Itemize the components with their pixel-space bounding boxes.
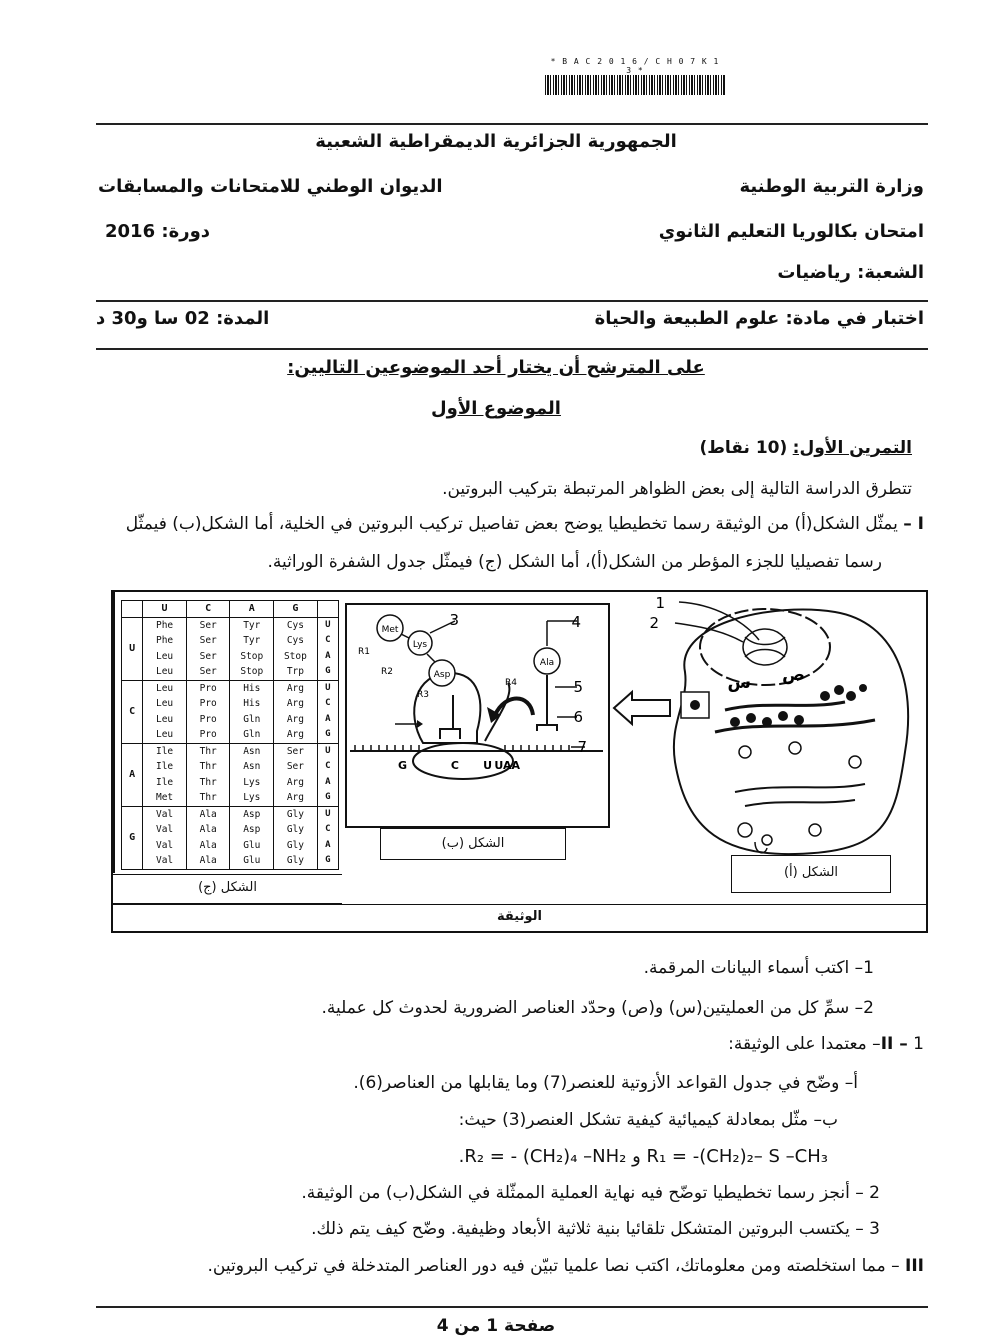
document-label: الوثيقة [113, 904, 926, 931]
amino-acid: Leu [155, 666, 174, 677]
footer-rule [96, 1306, 928, 1308]
codon-cell [230, 806, 274, 869]
amino-acid: Gln [243, 729, 261, 740]
part2-marker: II – [880, 1034, 908, 1054]
amino-acid: Ser [199, 619, 217, 631]
label-r4: R4 [505, 678, 517, 688]
codon-cell [274, 806, 318, 869]
number-3: 3 [449, 611, 459, 629]
amino-acid: Gly [286, 808, 304, 820]
amino-acid: Lys [243, 792, 261, 803]
amino-acid: Trp [286, 666, 304, 677]
third-base [317, 806, 338, 869]
pointer-2 [675, 623, 743, 642]
number-7: 7 [577, 738, 587, 756]
formula: R₁ = -(CH₂)₂– S –CH₃ و R₂ = - (CH₂)₄ –NH₂. [458, 1146, 828, 1167]
exam-office: الديوان الوطني للامتحانات والمسابقات [98, 176, 443, 197]
amino-acid: His [243, 698, 261, 709]
label-r1: R1 [358, 647, 370, 657]
amino-acid: Glu [243, 855, 261, 866]
amino-acid: Met [155, 792, 174, 803]
first-base: U [122, 617, 143, 680]
barcode [545, 57, 725, 95]
amino-acid: Glu [243, 839, 261, 851]
amino-acid: Pro [199, 698, 217, 709]
col-header: C [186, 601, 230, 618]
amino-acid: Arg [286, 776, 304, 788]
third-base-letter: G [325, 855, 331, 865]
amino-acid: Thr [199, 761, 217, 772]
third-base-letter: C [325, 761, 331, 771]
amino-acid: Stop [240, 666, 264, 677]
amino-acid: Arg [286, 792, 304, 803]
codon-cell [143, 680, 187, 743]
topic-title: الموضوع الأول [431, 398, 561, 419]
label-s: س [727, 673, 751, 693]
trna-6-anticodon [537, 725, 557, 731]
amino-acid: Asp [243, 824, 261, 835]
amino-acid: Gln [243, 713, 261, 725]
ministry: وزارة التربية الوطنية [739, 176, 924, 197]
dna-strands [745, 637, 785, 657]
amino-acid: Cys [286, 619, 304, 631]
part3-text: – مما استخلصته ومن معلوماتك، اكتب نصا علميا تبيّن فيه دور العناصر المتدخلة في تركيب البروتين. [207, 1256, 900, 1276]
amino-acid: Pro [199, 682, 217, 694]
amino-acid: Asn [243, 745, 261, 757]
corner-cell [122, 601, 143, 618]
third-base-letter: U [325, 745, 331, 756]
third-base-letter: C [325, 635, 331, 645]
exercise-intro: تتطرق الدراسة التالية إلى بعض الظواهر المرتبطة بتركيب البروتين. [442, 479, 912, 499]
caption-figure-a: الشكل (أ) [731, 855, 891, 893]
amino-acid: Tyr [243, 635, 261, 646]
part2-q2: 2 – أنجز رسما تخطيطيا توضّح فيه نهاية العملية الممثّلة في الشكل(ب) من الوثيقة. [301, 1183, 880, 1203]
part2-a: أ– وضّح في جدول القواعد الأزوتية للعنصر(7) وما يقابلها من العناصر(6). [353, 1073, 858, 1093]
amino-acid: Ile [155, 761, 174, 772]
codon-cell [274, 617, 318, 680]
amino-acid: Phe [155, 619, 174, 631]
third-base-letter: A [325, 839, 331, 850]
amino-acid: Gly [286, 839, 304, 851]
amino-acid: Stop [283, 650, 307, 662]
page-number: صفحة 1 من 4 [436, 1316, 556, 1336]
amino-acid: His [243, 682, 261, 694]
codon-cell [186, 743, 230, 806]
label-ala: Ala [539, 658, 555, 668]
amino-acid: Arg [286, 729, 304, 740]
codon-row [122, 680, 339, 743]
exam-name: امتحان بكالوريا التعليم الثانوي [658, 221, 924, 242]
number-4: 4 [571, 613, 581, 631]
dna-region [743, 629, 787, 665]
header-rule-2 [96, 348, 928, 350]
exercise-points: (10 نقاط) [699, 438, 788, 458]
first-base: C [122, 680, 143, 743]
amino-acid: Arg [286, 682, 304, 694]
amino-acid: Ser [286, 761, 304, 772]
amino-acid: Asn [243, 761, 261, 772]
third-base [317, 680, 338, 743]
part2-b: ب– مثّل بمعادلة كيميائية كيفية تشكل العنصر(3) حيث: [458, 1110, 838, 1130]
first-base: G [122, 806, 143, 869]
codon-cell [274, 680, 318, 743]
amino-acid: Ser [286, 745, 304, 757]
vesicles [738, 742, 861, 845]
part1-line2: رسما تفصيليا للجزء المؤطر من الشكل(أ)، أما الشكل (ج) فيمثّل جدول الشفرة الوراثية. [267, 552, 882, 572]
part1-line1 [64, 514, 924, 534]
third-base-letter: G [325, 729, 331, 739]
top-rule [96, 123, 928, 125]
amino-acid: Asp [243, 808, 261, 820]
amino-acid: Gly [286, 824, 304, 835]
first-base: A [122, 743, 143, 806]
amino-acid: Ser [199, 666, 217, 677]
subject: اختبار في مادة: علوم الطبيعة والحياة [594, 308, 924, 329]
part1-text: يمثّل الشكل(أ) من الوثيقة رسما تخطيطيا يوضح بعض تفاصيل تركيب البروتين في الخلية، أما الشكل(ب) فيمثّل [125, 514, 898, 534]
amino-acid: Thr [199, 792, 217, 803]
highlight-ribosome [690, 700, 700, 710]
third-base-letter: G [325, 666, 331, 676]
third-base-letter: A [325, 650, 331, 661]
third-base-letter: G [325, 792, 331, 802]
number-1: 1 [655, 594, 665, 612]
amino-acid: Tyr [243, 619, 261, 631]
amino-acid: Lys [243, 776, 261, 788]
exercise-heading [699, 438, 912, 458]
amino-acid: Thr [199, 776, 217, 788]
amino-acid: Thr [199, 745, 217, 757]
codon-cell [230, 617, 274, 680]
nuclear-envelope [700, 609, 830, 685]
amino-acid: Pro [199, 729, 217, 740]
part1-marker: I – [903, 514, 924, 534]
codon-cell [186, 617, 230, 680]
amino-acid: Arg [286, 698, 304, 709]
col-header: G [274, 601, 318, 618]
third-base [317, 617, 338, 680]
amino-acid: Leu [155, 682, 174, 694]
codon-row [122, 617, 339, 680]
part2-q1: 1– معتمدا على الوثيقة: [728, 1034, 924, 1054]
amino-acid: Ala [199, 824, 217, 835]
amino-acid: Ala [199, 855, 217, 866]
codon-cell [230, 743, 274, 806]
third-base-letter: C [325, 698, 331, 708]
amino-acid: Val [155, 824, 174, 835]
rough-er [725, 702, 845, 710]
amino-acid: Val [155, 855, 174, 866]
codon-table-panel [113, 592, 342, 873]
amino-acid: Val [155, 808, 174, 820]
label-g: G [397, 759, 407, 772]
col-header: A [230, 601, 274, 618]
part2-q1-line [728, 1034, 924, 1054]
codon-cell [143, 617, 187, 680]
label-uaa: UAA [494, 759, 520, 772]
barcode-bars [545, 75, 725, 95]
codon-cell [230, 680, 274, 743]
label-met: Met [381, 625, 399, 635]
caption-figure-b: الشكل (ب) [380, 828, 566, 860]
part2-q3: 3 – يكتسب البروتين المتشكل تلقائيا بنية ثلاثية الأبعاد وظيفية. وضّح كيف يتم ذلك. [311, 1219, 880, 1239]
amino-acid: Stop [240, 650, 264, 662]
header-rule-1 [96, 300, 928, 302]
ribosome-diagram [345, 603, 610, 828]
peptide-bond [427, 654, 435, 662]
number-2: 2 [649, 614, 659, 632]
barcode-text: * B A C 2 0 1 6 / C H 0 7 K 1 3 * [550, 57, 720, 75]
amino-acid: Phe [155, 635, 174, 646]
instruction: على المترشح أن يختار أحد الموضوعين التاليين: [287, 357, 705, 378]
branch: الشعبة: رياضيات [777, 262, 924, 283]
amino-acid: Leu [155, 729, 174, 740]
cell-membrane [674, 610, 908, 855]
label-u: U [483, 759, 492, 772]
amino-acid: Ser [199, 635, 217, 646]
label-lys: Lys [412, 640, 428, 650]
amino-acid: Leu [155, 698, 174, 709]
codon-cell [274, 743, 318, 806]
third-base-letter: A [325, 776, 331, 787]
amino-acid: Cys [286, 635, 304, 646]
part3-line [208, 1256, 924, 1276]
third-base-letter: A [325, 713, 331, 724]
codon-cell [186, 680, 230, 743]
label-sad: ص [782, 665, 805, 685]
third-base-letter: U [325, 619, 331, 630]
corner-cell [317, 601, 338, 618]
third-base-letter: U [325, 808, 331, 819]
part3-marker: III [905, 1256, 924, 1276]
third-base-letter: U [325, 682, 331, 693]
trna-anticodon [440, 729, 460, 739]
genetic-code-table [121, 600, 339, 870]
codon-row [122, 806, 339, 869]
republic-title: الجمهورية الجزائرية الديمقراطية الشعبية [315, 131, 677, 152]
arrow-left-head [417, 720, 423, 728]
question-2: 2– سمِّ كل من العمليتين(س) و(ص) وحدّد العناصر الضرورية لحدوث كل عملية. [321, 998, 874, 1018]
number-5: 5 [573, 678, 583, 696]
amino-acid: Gly [286, 855, 304, 866]
amino-acid: Ile [155, 745, 174, 757]
codon-row [122, 743, 339, 806]
duration: المدة: 02 سا و30 د [96, 308, 270, 329]
amino-acid: Pro [199, 713, 217, 725]
exercise-title: التمرين الأول: [792, 438, 912, 458]
label-asp: Asp [433, 670, 451, 680]
question-1: 1– اكتب أسماء البيانات المرقمة. [643, 958, 874, 978]
label-c: C [450, 759, 459, 772]
session: دورة: 2016 [105, 221, 210, 242]
amino-acid: Leu [155, 650, 174, 662]
peptide-bond [401, 634, 409, 638]
amino-acid: Ile [155, 776, 174, 788]
amino-acid: Ala [199, 808, 217, 820]
golgi-cisterna [735, 784, 865, 792]
col-header: U [143, 601, 187, 618]
number-6: 6 [573, 708, 583, 726]
amino-acid: Val [155, 839, 174, 851]
codon-cell [186, 806, 230, 869]
codon-cell [143, 743, 187, 806]
third-base-letter: C [325, 824, 331, 834]
golgi-cisterna [745, 800, 855, 806]
amino-acid: Ala [199, 839, 217, 851]
codon-cell [143, 806, 187, 869]
caption-figure-c: الشكل (ج) [113, 874, 342, 904]
third-base [317, 743, 338, 806]
label-r2: R2 [381, 667, 393, 677]
amino-acid: Arg [286, 713, 304, 725]
amino-acid: Leu [155, 713, 174, 725]
amino-acid: Ser [199, 650, 217, 662]
label-r3: R3 [417, 690, 429, 700]
